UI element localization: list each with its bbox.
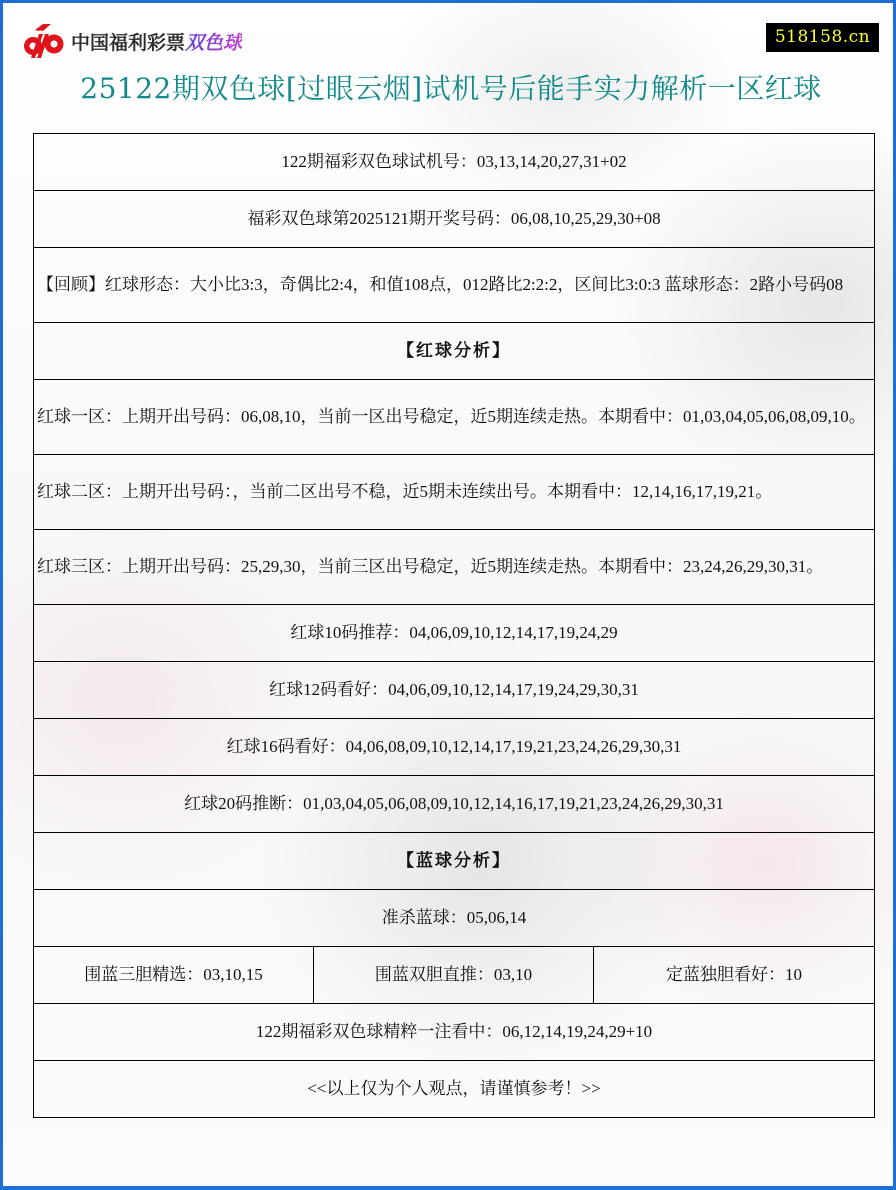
- red-ball-heading: 【红球分析】: [34, 323, 875, 380]
- logo-text: 中国福利彩票: [71, 31, 186, 54]
- blue-kill: 准杀蓝球：05,06,14: [34, 890, 875, 947]
- table-row: [34, 530, 875, 605]
- table-row: [34, 134, 875, 191]
- review-text: 【回顾】红球形态：大小比3:3，奇偶比2:4，和值108点，012路比2:2:2，区间比3:0:3 蓝球形态：2路小号码08: [34, 248, 875, 323]
- red-zone-3: 红球三区：上期开出号码：25,29,30，当前三区出号稳定，近5期连续走热。本期看中：23,24,26,29,30,31。: [34, 530, 875, 605]
- blue-single-pick: 定蓝独胆看好：10: [594, 947, 875, 1004]
- blue-two-picks: 围蓝双胆直推：03,10: [314, 947, 594, 1004]
- red-16-codes: 红球16码看好：04,06,08,09,10,12,14,17,19,21,23,24,26,29,30,31: [34, 719, 875, 776]
- table-row: [34, 1004, 875, 1061]
- table-row: [34, 323, 875, 380]
- table-row: [34, 833, 875, 890]
- table-row: [34, 455, 875, 530]
- table-row: [34, 248, 875, 323]
- table-row: [34, 947, 875, 1004]
- blue-three-picks: 围蓝三胆精选：03,10,15: [34, 947, 314, 1004]
- disclaimer: <<以上仅为个人观点，请谨慎参考！>>: [34, 1061, 875, 1118]
- logo-ssq-text: 双色球: [185, 28, 242, 55]
- table-row: [34, 719, 875, 776]
- final-pick: 122期福彩双色球精粹一注看中：06,12,14,19,24,29+10: [34, 1004, 875, 1061]
- red-12-codes: 红球12码看好：04,06,09,10,12,14,17,19,24,29,30,31: [34, 662, 875, 719]
- analysis-table: [33, 133, 875, 1118]
- red-20-codes: 红球20码推断：01,03,04,05,06,08,09,10,12,14,16,17,19,21,23,24,26,29,30,31: [34, 776, 875, 833]
- table-row: [34, 662, 875, 719]
- last-draw-numbers: 福彩双色球第2025121期开奖号码：06,08,10,25,29,30+08: [34, 191, 875, 248]
- table-row: [34, 605, 875, 662]
- page-title: 25122期双色球[过眼云烟]试机号后能手实力解析一区红球: [80, 72, 822, 105]
- welfare-lottery-logo-icon: [21, 22, 69, 60]
- blue-ball-heading: 【蓝球分析】: [34, 833, 875, 890]
- red-zone-2: 红球二区：上期开出号码：，当前二区出号不稳，近5期未连续出号。本期看中：12,14,16,17,19,21。: [34, 455, 875, 530]
- table-row: [34, 380, 875, 455]
- table-row: [34, 890, 875, 947]
- table-row: [34, 1061, 875, 1118]
- lottery-logo: [21, 23, 242, 59]
- red-zone-1: 红球一区：上期开出号码：06,08,10，当前一区出号稳定，近5期连续走热。本期看中：01,03,04,05,06,08,09,10。: [34, 380, 875, 455]
- trial-numbers: 122期福彩双色球试机号：03,13,14,20,27,31+02: [34, 134, 875, 191]
- red-10-codes: 红球10码推荐：04,06,09,10,12,14,17,19,24,29: [34, 605, 875, 662]
- site-badge[interactable]: 518158.cn: [766, 23, 879, 52]
- table-row: [34, 191, 875, 248]
- table-row: [34, 776, 875, 833]
